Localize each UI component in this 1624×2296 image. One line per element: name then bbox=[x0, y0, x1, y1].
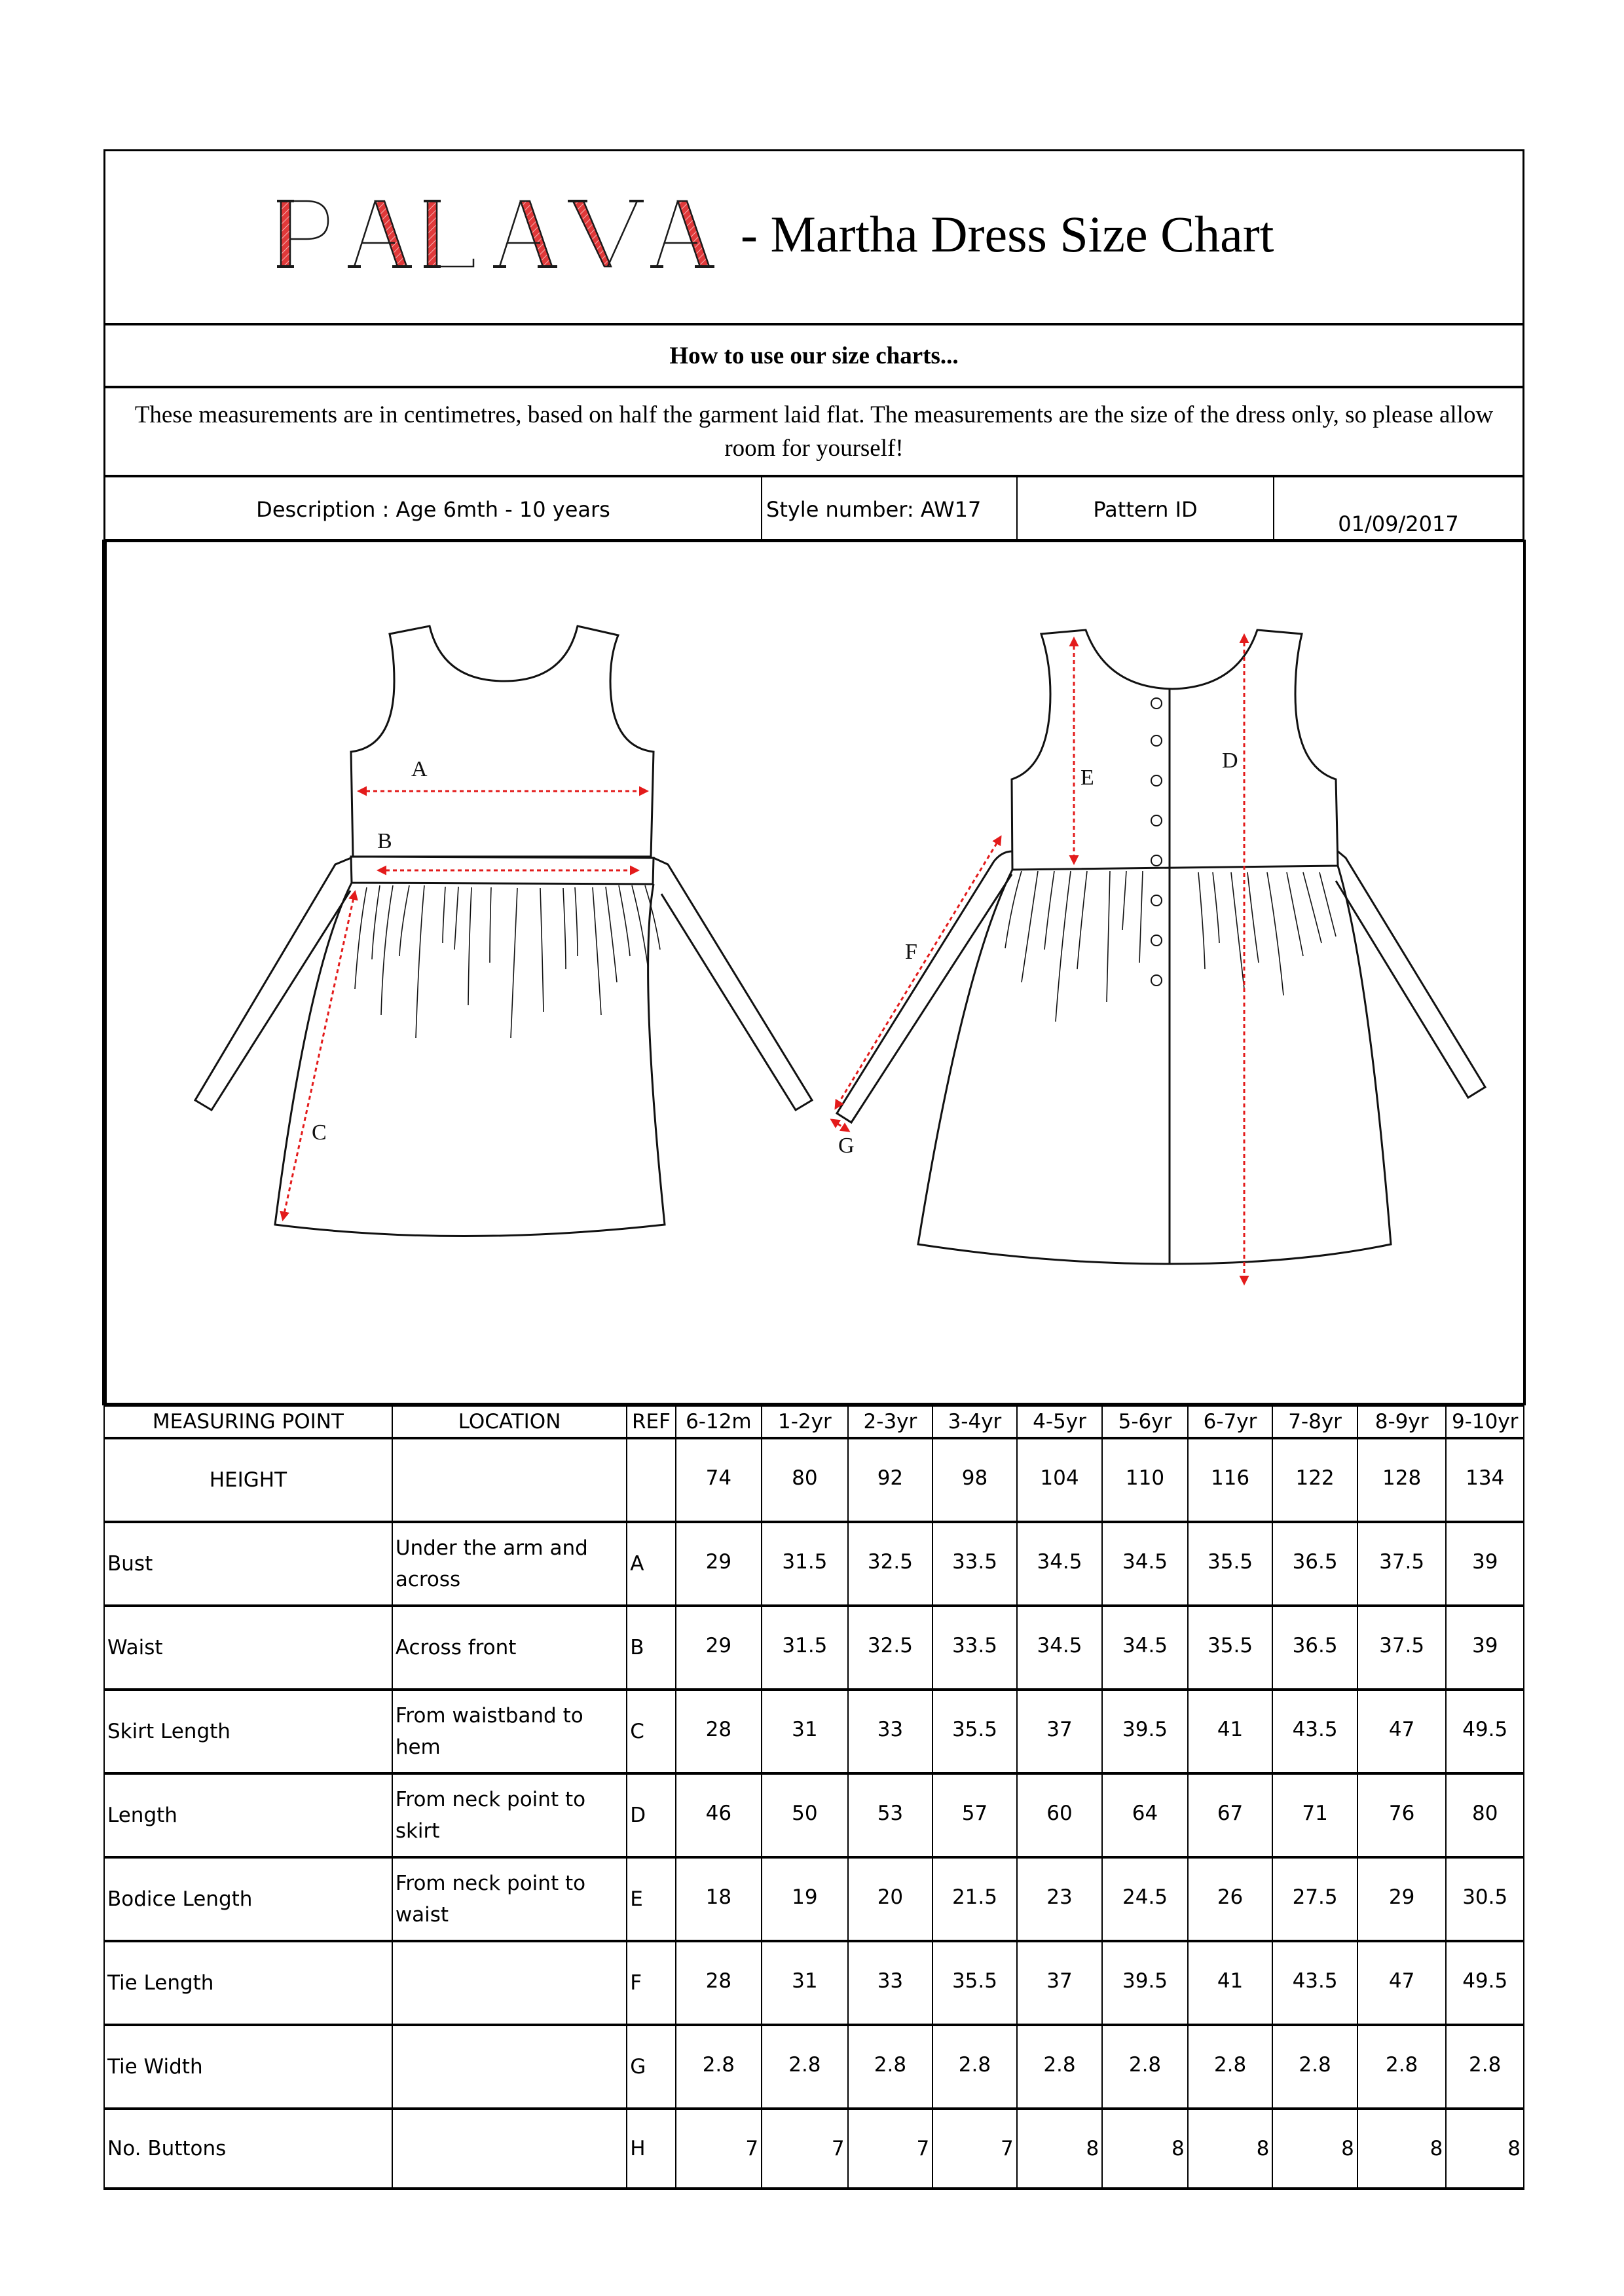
size-value: 76 bbox=[1357, 1773, 1447, 1857]
header-size: 2-3yr bbox=[848, 1406, 933, 1438]
size-value: 71 bbox=[1272, 1773, 1357, 1857]
measuring-point: Tie Length bbox=[104, 1941, 392, 2025]
size-value: 47 bbox=[1357, 1690, 1447, 1773]
ref-letter: G bbox=[627, 2025, 675, 2109]
height-value: 74 bbox=[676, 1438, 762, 1522]
size-value: 47 bbox=[1357, 1941, 1447, 2025]
measuring-point: Waist bbox=[104, 1606, 392, 1690]
size-value: 34.5 bbox=[1017, 1522, 1103, 1606]
size-value: 8 bbox=[1017, 2109, 1103, 2189]
how-to-text: These measurements are in centimetres, based on half the garment laid flat. The measurements are the size of the dress only, so please allow room for yourself! bbox=[105, 388, 1522, 477]
label-d: D bbox=[1222, 749, 1238, 773]
size-value: 33 bbox=[848, 1690, 933, 1773]
size-value: 8 bbox=[1272, 2109, 1357, 2189]
table-row bbox=[104, 1690, 1524, 1773]
size-value: 33.5 bbox=[932, 1606, 1017, 1690]
pattern-id: Pattern ID bbox=[1093, 497, 1198, 522]
arrow-g bbox=[832, 1120, 849, 1131]
size-value: 29 bbox=[676, 1606, 762, 1690]
measuring-point: No. Buttons bbox=[104, 2109, 392, 2189]
size-value: 2.8 bbox=[848, 2025, 933, 2109]
size-value: 46 bbox=[676, 1773, 762, 1857]
size-value: 49.5 bbox=[1446, 1690, 1524, 1773]
size-table bbox=[103, 1405, 1524, 2190]
table-row bbox=[104, 1941, 1524, 2025]
size-value: 8 bbox=[1188, 2109, 1273, 2189]
header-size: 5-6yr bbox=[1102, 1406, 1188, 1438]
size-value: 21.5 bbox=[932, 1857, 1017, 1941]
size-value: 67 bbox=[1188, 1773, 1273, 1857]
label-b: B bbox=[377, 829, 392, 853]
size-value: 24.5 bbox=[1102, 1857, 1188, 1941]
size-value: 29 bbox=[676, 1522, 762, 1606]
height-value: 80 bbox=[762, 1438, 848, 1522]
size-value: 60 bbox=[1017, 1773, 1103, 1857]
location: Under the arm and across bbox=[392, 1522, 627, 1606]
page-title: - Martha Dress Size Chart bbox=[741, 206, 1274, 263]
label-g: G bbox=[838, 1134, 855, 1158]
ref-letter: D bbox=[627, 1773, 675, 1857]
size-value: 34.5 bbox=[1102, 1606, 1188, 1690]
size-value: 7 bbox=[762, 2109, 848, 2189]
height-value: 98 bbox=[932, 1438, 1017, 1522]
size-value: 8 bbox=[1446, 2109, 1524, 2189]
height-location bbox=[392, 1438, 627, 1522]
size-value: 41 bbox=[1188, 1690, 1273, 1773]
header-size: 6-12m bbox=[676, 1406, 762, 1438]
table-row bbox=[104, 1606, 1524, 1690]
size-value: 39 bbox=[1446, 1522, 1524, 1606]
location: From neck point to skirt bbox=[392, 1773, 627, 1857]
measuring-point: Bodice Length bbox=[104, 1857, 392, 1941]
ref-letter: F bbox=[627, 1941, 675, 2025]
table-row bbox=[104, 1773, 1524, 1857]
header-size: 4-5yr bbox=[1017, 1406, 1103, 1438]
measuring-point: Tie Width bbox=[104, 2025, 392, 2109]
size-value: 37.5 bbox=[1357, 1522, 1447, 1606]
location bbox=[392, 2109, 627, 2189]
header-ref: REF bbox=[627, 1406, 675, 1438]
title-row bbox=[105, 151, 1522, 325]
header-size: 9-10yr bbox=[1446, 1406, 1524, 1438]
table-row bbox=[104, 1857, 1524, 1941]
location: From waistband to hem bbox=[392, 1690, 627, 1773]
description: Description : Age 6mth - 10 years bbox=[256, 497, 610, 522]
size-value: 33.5 bbox=[932, 1522, 1017, 1606]
buttons bbox=[1151, 698, 1162, 986]
ref-letter: B bbox=[627, 1606, 675, 1690]
date: 01/09/2017 bbox=[1338, 511, 1459, 536]
size-value: 2.8 bbox=[1017, 2025, 1103, 2109]
table-row bbox=[104, 2109, 1524, 2189]
height-row bbox=[104, 1438, 1524, 1522]
size-value: 39 bbox=[1446, 1606, 1524, 1690]
height-value: 116 bbox=[1188, 1438, 1273, 1522]
size-value: 7 bbox=[676, 2109, 762, 2189]
header-size: 7-8yr bbox=[1272, 1406, 1357, 1438]
size-value: 28 bbox=[676, 1941, 762, 2025]
size-value: 31.5 bbox=[762, 1522, 848, 1606]
size-value: 39.5 bbox=[1102, 1941, 1188, 2025]
height-label: HEIGHT bbox=[104, 1438, 392, 1522]
header-size: 1-2yr bbox=[762, 1406, 848, 1438]
size-value: 8 bbox=[1357, 2109, 1447, 2189]
size-value: 30.5 bbox=[1446, 1857, 1524, 1941]
size-value: 2.8 bbox=[762, 2025, 848, 2109]
height-value: 110 bbox=[1102, 1438, 1188, 1522]
height-value: 134 bbox=[1446, 1438, 1524, 1522]
size-value: 43.5 bbox=[1272, 1941, 1357, 2025]
size-value: 41 bbox=[1188, 1941, 1273, 2025]
size-value: 80 bbox=[1446, 1773, 1524, 1857]
size-value: 8 bbox=[1102, 2109, 1188, 2189]
location: Across front bbox=[392, 1606, 627, 1690]
location bbox=[392, 1941, 627, 2025]
arrow-f bbox=[836, 837, 1001, 1108]
size-value: 26 bbox=[1188, 1857, 1273, 1941]
label-e: E bbox=[1080, 766, 1094, 790]
size-value: 35.5 bbox=[932, 1941, 1017, 2025]
location bbox=[392, 2025, 627, 2109]
size-value: 35.5 bbox=[932, 1690, 1017, 1773]
size-value: 50 bbox=[762, 1773, 848, 1857]
size-value: 34.5 bbox=[1017, 1606, 1103, 1690]
size-value: 35.5 bbox=[1188, 1522, 1273, 1606]
size-value: 7 bbox=[848, 2109, 933, 2189]
size-value: 34.5 bbox=[1102, 1522, 1188, 1606]
label-f: F bbox=[905, 940, 917, 964]
size-value: 37 bbox=[1017, 1941, 1103, 2025]
header-size: 6-7yr bbox=[1188, 1406, 1273, 1438]
size-value: 32.5 bbox=[848, 1522, 933, 1606]
size-value: 57 bbox=[932, 1773, 1017, 1857]
size-value: 2.8 bbox=[1188, 2025, 1273, 2109]
location: From neck point to waist bbox=[392, 1857, 627, 1941]
size-value: 23 bbox=[1017, 1857, 1103, 1941]
table-row bbox=[104, 1522, 1524, 1606]
size-value: 35.5 bbox=[1188, 1606, 1273, 1690]
table-row bbox=[104, 2025, 1524, 2109]
header-size: 8-9yr bbox=[1357, 1406, 1447, 1438]
size-value: 29 bbox=[1357, 1857, 1447, 1941]
height-value: 122 bbox=[1272, 1438, 1357, 1522]
height-value: 104 bbox=[1017, 1438, 1103, 1522]
measuring-point: Skirt Length bbox=[104, 1690, 392, 1773]
size-value: 7 bbox=[932, 2109, 1017, 2189]
dress-diagram bbox=[102, 540, 1526, 1405]
size-value: 31 bbox=[762, 1941, 848, 2025]
size-value: 37.5 bbox=[1357, 1606, 1447, 1690]
how-to-heading: How to use our size charts... bbox=[105, 325, 1522, 388]
size-value: 18 bbox=[676, 1857, 762, 1941]
palava-logo bbox=[277, 198, 722, 270]
back-dress bbox=[837, 630, 1485, 1264]
meta-row bbox=[105, 477, 1522, 539]
header-size: 3-4yr bbox=[932, 1406, 1017, 1438]
size-value: 31.5 bbox=[762, 1606, 848, 1690]
size-value: 2.8 bbox=[1102, 2025, 1188, 2109]
size-value: 2.8 bbox=[1357, 2025, 1447, 2109]
size-value: 49.5 bbox=[1446, 1941, 1524, 2025]
ref-letter: E bbox=[627, 1857, 675, 1941]
style-number: Style number: AW17 bbox=[766, 497, 982, 522]
size-value: 43.5 bbox=[1272, 1690, 1357, 1773]
size-value: 2.8 bbox=[932, 2025, 1017, 2109]
size-value: 31 bbox=[762, 1690, 848, 1773]
size-value: 2.8 bbox=[1446, 2025, 1524, 2109]
size-value: 53 bbox=[848, 1773, 933, 1857]
size-value: 27.5 bbox=[1272, 1857, 1357, 1941]
size-value: 39.5 bbox=[1102, 1690, 1188, 1773]
measuring-point: Bust bbox=[104, 1522, 392, 1606]
size-value: 32.5 bbox=[848, 1606, 933, 1690]
label-a: A bbox=[411, 757, 428, 781]
size-value: 2.8 bbox=[676, 2025, 762, 2109]
size-value: 36.5 bbox=[1272, 1606, 1357, 1690]
dress-diagram-svg bbox=[107, 542, 1523, 1403]
size-value: 33 bbox=[848, 1941, 933, 2025]
header-frame bbox=[103, 149, 1524, 541]
size-value: 20 bbox=[848, 1857, 933, 1941]
size-value: 28 bbox=[676, 1690, 762, 1773]
size-value: 37 bbox=[1017, 1690, 1103, 1773]
ref-letter: A bbox=[627, 1522, 675, 1606]
front-dress bbox=[195, 545, 812, 1236]
height-ref bbox=[627, 1438, 675, 1522]
measuring-point: Length bbox=[104, 1773, 392, 1857]
size-value: 2.8 bbox=[1272, 2025, 1357, 2109]
size-value: 64 bbox=[1102, 1773, 1188, 1857]
ref-letter: H bbox=[627, 2109, 675, 2189]
label-c: C bbox=[312, 1120, 327, 1145]
header-measuring-point: MEASURING POINT bbox=[104, 1406, 392, 1438]
ref-letter: C bbox=[627, 1690, 675, 1773]
size-value: 19 bbox=[762, 1857, 848, 1941]
size-value: 36.5 bbox=[1272, 1522, 1357, 1606]
height-value: 128 bbox=[1357, 1438, 1447, 1522]
header-location: LOCATION bbox=[392, 1406, 627, 1438]
table-header-row bbox=[104, 1406, 1524, 1438]
height-value: 92 bbox=[848, 1438, 933, 1522]
